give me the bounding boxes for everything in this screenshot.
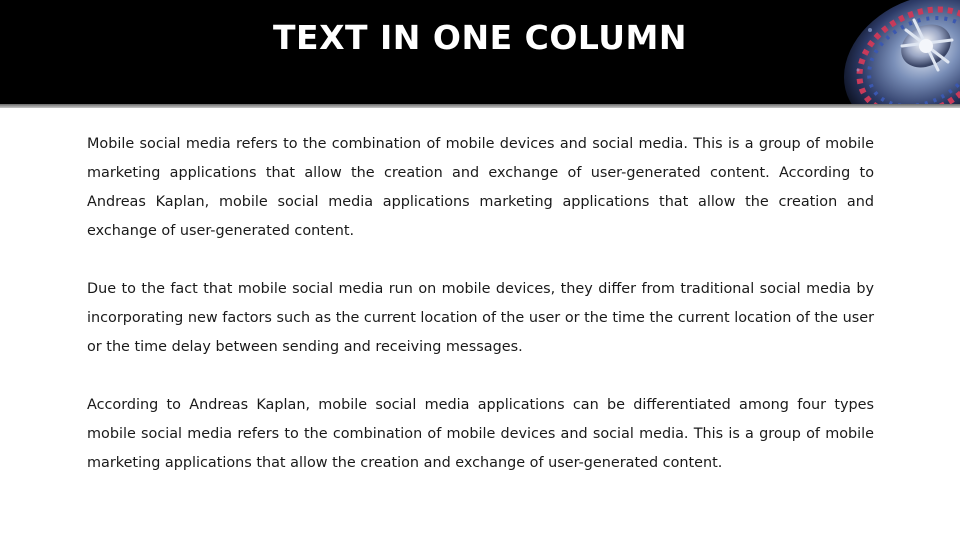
- text-column: [87, 130, 874, 507]
- paragraph-1: Mobile social media refers to the combination of mobile devices and social media. This is a group of mobile marketing applications that allow the creation and exchange of user-generated content. According to Andreas Kaplan, mobile social media applications marketing applications that allow the creation and exchange of user-generated content.: [87, 136, 874, 239]
- header-divider: [0, 104, 960, 108]
- slide-header: [0, 0, 960, 106]
- paragraph-2: Due to the fact that mobile social media run on mobile devices, they differ from traditional social media by incorporating new factors such as the current location of the user or the time the current location of the user or the time delay between sending and receiving messages.: [87, 281, 874, 355]
- slide-title: TEXT IN ONE COLUMN: [273, 18, 687, 57]
- paragraph-3: According to Andreas Kaplan, mobile social media applications can be differentiated among four types mobile social media refers to the combination of mobile devices and social media. This is a group of mobile marketing applications that allow the creation and exchange of user-generated content.: [87, 397, 874, 471]
